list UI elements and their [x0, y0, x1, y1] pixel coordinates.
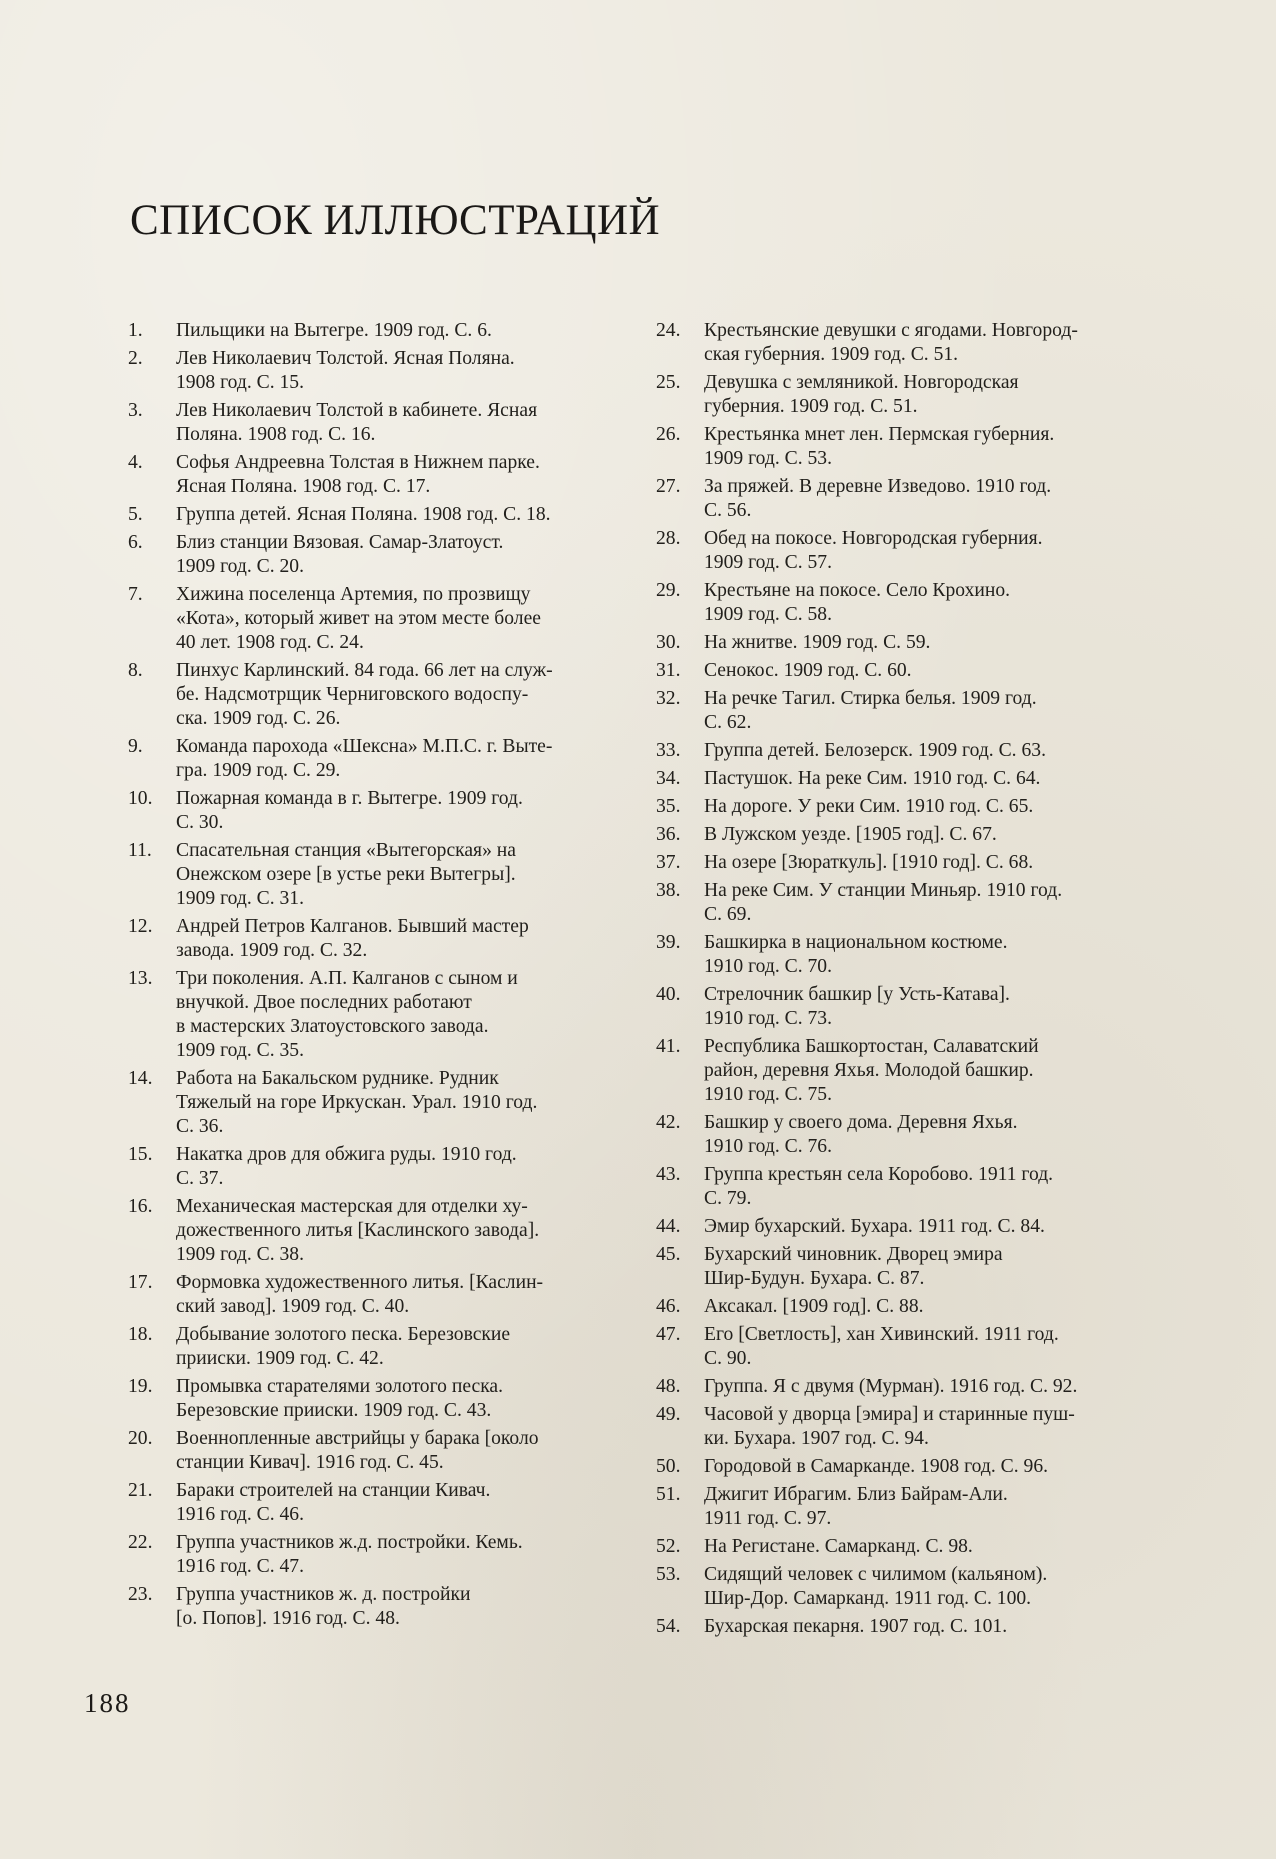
list-item	[656, 659, 1156, 683]
entry-caption: Софья Андреевна Толстая в Нижнем парке. Ясная Поляна. 1908 год. С. 17.	[176, 452, 540, 497]
entry-number: 7.	[128, 584, 143, 605]
entry-caption: Механическая мастерская для отделки ху- дожественного литья [Каслинского завода]. 1909 год. С. 38.	[176, 1196, 540, 1265]
entry-caption: На Регистане. Самарканд. С. 98.	[704, 1536, 973, 1557]
list-item	[128, 399, 618, 447]
list-item	[656, 1035, 1156, 1107]
entry-number: 41.	[656, 1036, 681, 1057]
entry-number: 11.	[128, 840, 152, 861]
entry-caption: Бараки строителей на станции Кивач. 1916 год. С. 46.	[176, 1480, 491, 1525]
list-item	[656, 371, 1156, 419]
entry-number: 10.	[128, 788, 153, 809]
entry-number: 47.	[656, 1324, 681, 1345]
entry-caption: На речке Тагил. Стирка белья. 1909 год. С. 62.	[704, 688, 1037, 733]
entry-number: 8.	[128, 660, 143, 681]
list-item	[656, 879, 1156, 927]
list-item	[656, 527, 1156, 575]
list-item	[128, 1583, 618, 1631]
list-item	[128, 503, 618, 527]
entry-number: 20.	[128, 1428, 153, 1449]
entry-number: 32.	[656, 688, 681, 709]
list-item	[656, 1111, 1156, 1159]
list-item	[656, 1455, 1156, 1479]
entry-number: 24.	[656, 320, 681, 341]
list-item	[128, 1427, 618, 1475]
list-item	[656, 1295, 1156, 1319]
entry-caption: Аксакал. [1909 год]. С. 88.	[704, 1296, 924, 1317]
list-item	[128, 347, 618, 395]
list-item	[128, 1323, 618, 1371]
entry-number: 46.	[656, 1296, 681, 1317]
entry-number: 14.	[128, 1068, 153, 1089]
entry-caption: Близ станции Вязовая. Самар-Златоуст. 1909 год. С. 20.	[176, 532, 504, 577]
entry-caption: Девушка с земляникой. Новгородская губерния. 1909 год. С. 51.	[704, 372, 1019, 417]
list-item	[128, 659, 618, 731]
list-item	[656, 687, 1156, 735]
entry-number: 44.	[656, 1216, 681, 1237]
list-item	[656, 1243, 1156, 1291]
entry-number: 38.	[656, 880, 681, 901]
entry-number: 53.	[656, 1564, 681, 1585]
entry-caption: Пастушок. На реке Сим. 1910 год. С. 64.	[704, 768, 1041, 789]
list-item	[656, 1535, 1156, 1559]
entry-caption: Пильщики на Вытегре. 1909 год. С. 6.	[176, 320, 492, 341]
entry-caption: На дороге. У реки Сим. 1910 год. С. 65.	[704, 796, 1034, 817]
entry-number: 16.	[128, 1196, 153, 1217]
entry-number: 50.	[656, 1456, 681, 1477]
page-title: СПИСОК ИЛЛЮСТРАЦИЙ	[130, 197, 661, 244]
list-item	[128, 583, 618, 655]
entry-caption: Команда парохода «Шексна» М.П.С. г. Выте- гра. 1909 год. С. 29.	[176, 736, 553, 781]
entry-number: 40.	[656, 984, 681, 1005]
list-item	[656, 983, 1156, 1031]
entry-caption: Хижина поселенца Артемия, по прозвищу «Кота», который живет на этом месте более 40 лет. 1908 год. С. 24.	[176, 584, 541, 653]
entry-number: 2.	[128, 348, 143, 369]
list-item	[128, 839, 618, 911]
entry-number: 45.	[656, 1244, 681, 1265]
entry-number: 49.	[656, 1404, 681, 1425]
list-item	[656, 851, 1156, 875]
entry-caption: Три поколения. А.П. Калганов с сыном и внучкой. Двое последних работают в мастерских Златоустовского завода. 1909 год. С. 35.	[176, 968, 518, 1061]
entry-number: 21.	[128, 1480, 153, 1501]
list-item	[128, 787, 618, 835]
list-item	[656, 931, 1156, 979]
list-item	[656, 1615, 1156, 1639]
entry-caption: Группа крестьян села Коробово. 1911 год. С. 79.	[704, 1164, 1054, 1209]
entry-number: 25.	[656, 372, 681, 393]
entry-caption: Добывание золотого песка. Березовские прииски. 1909 год. С. 42.	[176, 1324, 511, 1369]
entry-caption: Городовой в Самарканде. 1908 год. С. 96.	[704, 1456, 1049, 1477]
entry-number: 35.	[656, 796, 681, 817]
list-item	[656, 1375, 1156, 1399]
list-item	[656, 423, 1156, 471]
list-item	[656, 767, 1156, 791]
entry-caption: Крестьяне на покосе. Село Крохино. 1909 год. С. 58.	[704, 580, 1011, 625]
list-item	[128, 451, 618, 499]
entry-caption: Республика Башкортостан, Салаватский район, деревня Яхья. Молодой башкир. 1910 год. С. 75.	[704, 1036, 1039, 1105]
entry-number: 39.	[656, 932, 681, 953]
entry-number: 27.	[656, 476, 681, 497]
list-item	[128, 1531, 618, 1579]
list-item	[656, 1563, 1156, 1611]
entry-caption: Работа на Бакальском руднике. Рудник Тяжелый на горе Иркускан. Урал. 1910 год. С. 36.	[176, 1068, 538, 1137]
entry-number: 5.	[128, 504, 143, 525]
entry-number: 37.	[656, 852, 681, 873]
entry-number: 52.	[656, 1536, 681, 1557]
entry-caption: Андрей Петров Калганов. Бывший мастер завода. 1909 год. С. 32.	[176, 916, 529, 961]
entry-number: 54.	[656, 1616, 681, 1637]
entry-number: 31.	[656, 660, 681, 681]
entry-number: 23.	[128, 1584, 153, 1605]
entry-caption: Бухарская пекарня. 1907 год. С. 101.	[704, 1616, 1008, 1637]
entry-caption: Спасательная станция «Вытегорская» на Онежском озере [в устье реки Вытегры]. 1909 год. С. 31.	[176, 840, 516, 909]
entry-caption: На озере [Зюраткуль]. [1910 год]. С. 68.	[704, 852, 1034, 873]
entry-number: 43.	[656, 1164, 681, 1185]
entry-caption: Группа детей. Ясная Поляна. 1908 год. С. 18.	[176, 504, 551, 525]
list-item	[656, 739, 1156, 763]
entry-number: 26.	[656, 424, 681, 445]
entry-number: 15.	[128, 1144, 153, 1165]
entry-caption: Башкир у своего дома. Деревня Яхья. 1910 год. С. 76.	[704, 1112, 1018, 1157]
illustration-list-right-column	[656, 319, 1156, 1643]
entry-caption: Крестьянка мнет лен. Пермская губерния. 1909 год. С. 53.	[704, 424, 1055, 469]
list-item	[656, 823, 1156, 847]
entry-caption: Сидящий человек с чилимом (кальяном). Шир-Дор. Самарканд. 1911 год. С. 100.	[704, 1564, 1048, 1609]
entry-caption: Военнопленные австрийцы у барака [около станции Кивач]. 1916 год. С. 45.	[176, 1428, 539, 1473]
list-item	[656, 1323, 1156, 1371]
entry-caption: Башкирка в национальном костюме. 1910 год. С. 70.	[704, 932, 1008, 977]
list-item	[656, 631, 1156, 655]
entry-number: 13.	[128, 968, 153, 989]
entry-caption: Стрелочник башкир [у Усть-Катава]. 1910 год. С. 73.	[704, 984, 1010, 1029]
entry-number: 42.	[656, 1112, 681, 1133]
entry-number: 22.	[128, 1532, 153, 1553]
list-item	[656, 1163, 1156, 1211]
list-item	[128, 1195, 618, 1267]
entry-caption: Бухарский чиновник. Дворец эмира Шир-Будун. Бухара. С. 87.	[704, 1244, 1003, 1289]
list-item	[128, 1479, 618, 1527]
entry-caption: На реке Сим. У станции Миньяр. 1910 год. С. 69.	[704, 880, 1063, 925]
page-number: 188	[84, 1688, 131, 1718]
entry-number: 17.	[128, 1272, 153, 1293]
list-item	[128, 531, 618, 579]
entry-caption: Группа участников ж. д. постройки [о. Попов]. 1916 год. С. 48.	[176, 1584, 471, 1629]
entry-number: 36.	[656, 824, 681, 845]
list-item	[128, 1375, 618, 1423]
entry-caption: Крестьянские девушки с ягодами. Новгород- ская губерния. 1909 год. С. 51.	[704, 320, 1078, 365]
entry-number: 6.	[128, 532, 143, 553]
entry-caption: В Лужском уезде. [1905 год]. С. 67.	[704, 824, 997, 845]
entry-number: 34.	[656, 768, 681, 789]
entry-number: 4.	[128, 452, 143, 473]
entry-number: 19.	[128, 1376, 153, 1397]
entry-number: 9.	[128, 736, 143, 757]
entry-caption: Часовой у дворца [эмира] и старинные пуш- ки. Бухара. 1907 год. С. 94.	[704, 1404, 1075, 1449]
entry-number: 28.	[656, 528, 681, 549]
entry-caption: Лев Николаевич Толстой в кабинете. Ясная Поляна. 1908 год. С. 16.	[176, 400, 538, 445]
list-item	[128, 915, 618, 963]
entry-caption: Группа участников ж.д. постройки. Кемь. 1916 год. С. 47.	[176, 1532, 523, 1577]
list-item	[128, 1271, 618, 1319]
list-item	[656, 475, 1156, 523]
entry-number: 3.	[128, 400, 143, 421]
entry-caption: Обед на покосе. Новгородская губерния. 1909 год. С. 57.	[704, 528, 1043, 573]
entry-number: 48.	[656, 1376, 681, 1397]
list-item	[656, 795, 1156, 819]
list-item	[128, 735, 618, 783]
entry-caption: Лев Николаевич Толстой. Ясная Поляна. 1908 год. С. 15.	[176, 348, 515, 393]
entry-caption: На жнитве. 1909 год. С. 59.	[704, 632, 931, 653]
list-item	[128, 967, 618, 1063]
entry-number: 12.	[128, 916, 153, 937]
entry-caption: Группа детей. Белозерск. 1909 год. С. 63.	[704, 740, 1046, 761]
list-item	[656, 319, 1156, 367]
entry-caption: Формовка художественного литья. [Каслин- ский завод]. 1909 год. С. 40.	[176, 1272, 544, 1317]
entry-caption: Пожарная команда в г. Вытегре. 1909 год. С. 30.	[176, 788, 523, 833]
list-item	[656, 1215, 1156, 1239]
entry-caption: Накатка дров для обжига руды. 1910 год. С. 37.	[176, 1144, 517, 1189]
entry-caption: За пряжей. В деревне Изведово. 1910 год. С. 56.	[704, 476, 1052, 521]
entry-number: 29.	[656, 580, 681, 601]
list-item	[128, 1067, 618, 1139]
entry-caption: Промывка старателями золотого песка. Березовские прииски. 1909 год. С. 43.	[176, 1376, 504, 1421]
entry-caption: Сенокос. 1909 год. С. 60.	[704, 660, 912, 681]
entry-number: 18.	[128, 1324, 153, 1345]
list-item	[656, 1483, 1156, 1531]
list-item	[656, 1403, 1156, 1451]
entry-caption: Пинхус Карлинский. 84 года. 66 лет на служ- бе. Надсмотрщик Черниговского водоспу- ска. 1909 год. С. 26.	[176, 660, 553, 729]
entry-number: 1.	[128, 320, 143, 341]
list-item	[656, 579, 1156, 627]
illustration-list-left-column	[128, 319, 618, 1635]
entry-caption: Его [Светлость], хан Хивинский. 1911 год. С. 90.	[704, 1324, 1059, 1369]
entry-number: 30.	[656, 632, 681, 653]
entry-caption: Джигит Ибрагим. Близ Байрам-Али. 1911 год. С. 97.	[704, 1484, 1008, 1529]
list-item	[128, 1143, 618, 1191]
entry-caption: Эмир бухарский. Бухара. 1911 год. С. 84.	[704, 1216, 1045, 1237]
list-item	[128, 319, 618, 343]
entry-number: 33.	[656, 740, 681, 761]
entry-caption: Группа. Я с двумя (Мурман). 1916 год. С. 92.	[704, 1376, 1078, 1397]
entry-number: 51.	[656, 1484, 681, 1505]
